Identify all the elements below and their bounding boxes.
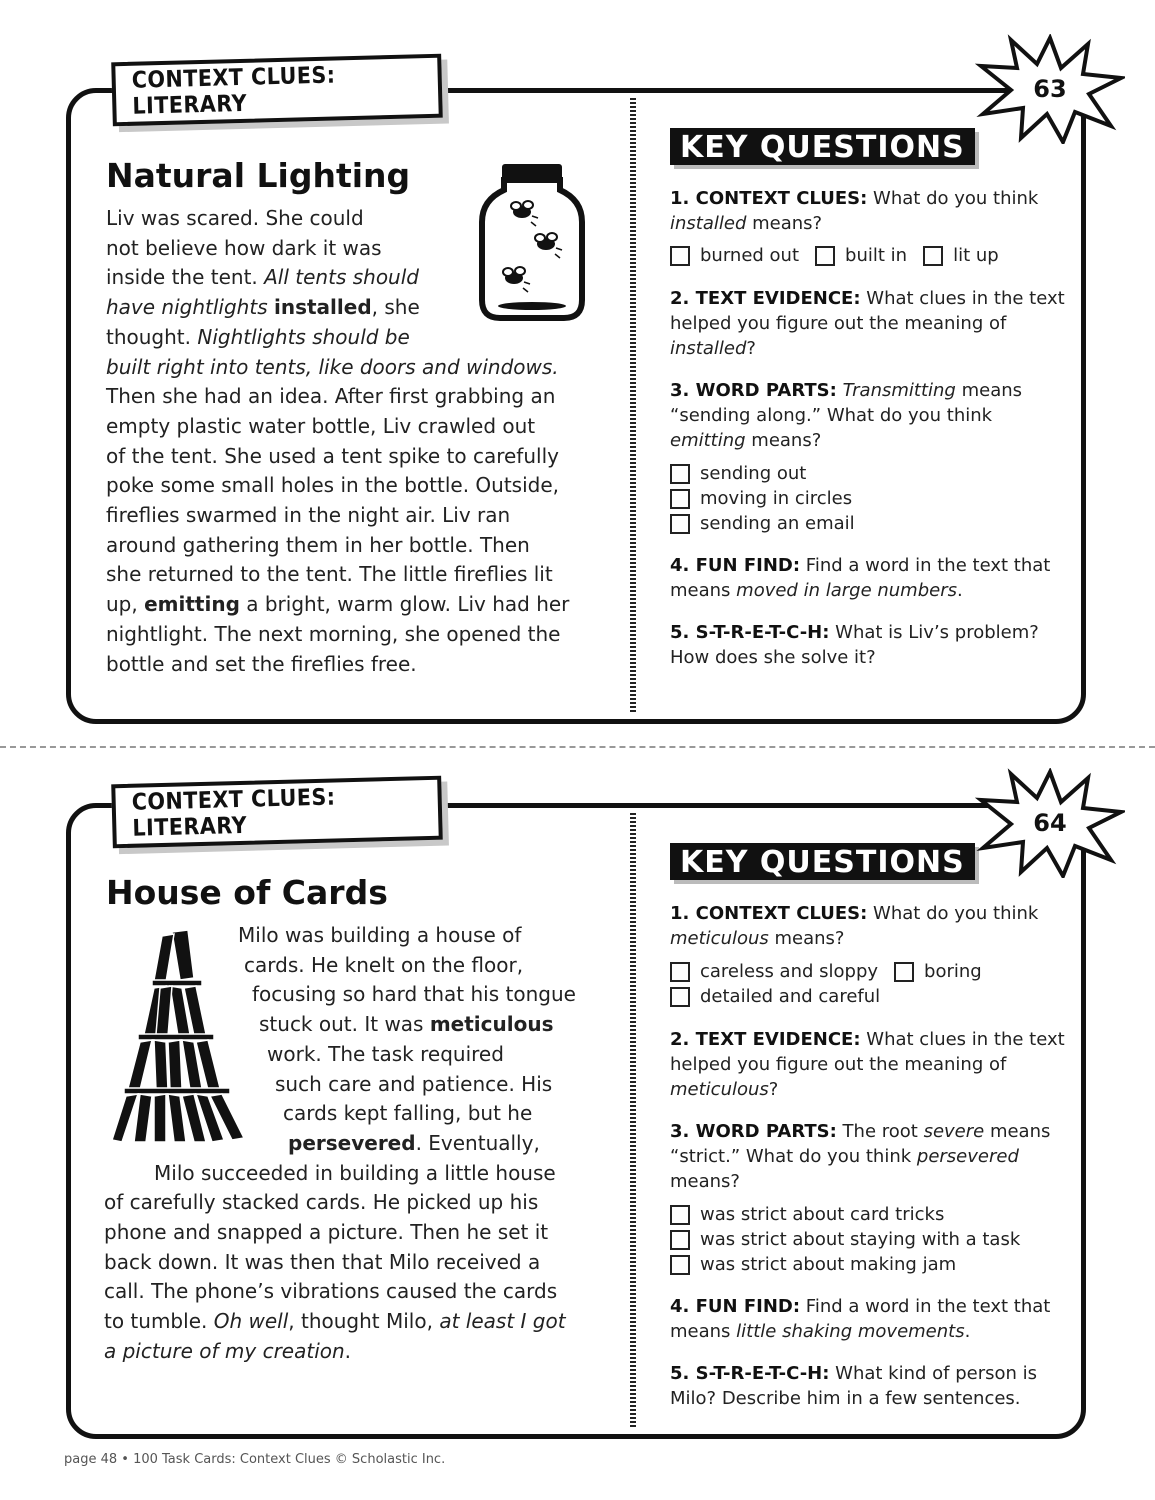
story-line	[104, 1129, 576, 1159]
text-run: persevered	[288, 1130, 416, 1155]
text-run: focusing so hard that his tongue	[252, 982, 576, 1007]
text-run: , thought Milo,	[288, 1309, 440, 1334]
checkbox-icon[interactable]	[670, 514, 690, 534]
text-run: means?	[746, 213, 823, 234]
text-run: Then she had an idea. After first grabbing an	[106, 384, 556, 409]
answer-option-label: boring	[924, 961, 982, 982]
story-line	[104, 951, 576, 981]
card-number-badge	[975, 34, 1125, 144]
text-run: means?	[768, 928, 845, 949]
answer-option[interactable]	[670, 1202, 1020, 1227]
question-1-options	[670, 959, 998, 1009]
question-5	[670, 620, 1070, 670]
text-run: Liv was scared. She could	[106, 206, 364, 230]
text-run: , she	[371, 295, 420, 320]
answer-option-label: lit up	[953, 245, 999, 266]
text-run: back down. It was then that Milo received a	[104, 1249, 541, 1274]
text-run: 2. TEXT EVIDENCE:	[670, 288, 861, 309]
text-run: Find a word in the text that means	[670, 555, 1051, 601]
text-run: means “strict.” What do you think	[670, 1121, 1051, 1167]
checkbox-icon[interactable]	[670, 246, 690, 266]
story-line	[106, 590, 569, 620]
text-run: .	[964, 1321, 971, 1342]
category-label: CONTEXT CLUES: LITERARY	[111, 776, 443, 849]
question-3-options	[670, 1202, 1020, 1277]
story-line	[104, 1337, 576, 1367]
answer-option-label: moving in circles	[700, 488, 853, 509]
column-divider	[630, 98, 636, 712]
story-title: Natural Lighting	[106, 156, 411, 195]
text-run: a bright, warm glow. Liv had her	[239, 592, 570, 617]
text-run: to tumble.	[104, 1309, 214, 1334]
text-run: .	[957, 580, 963, 601]
key-questions-heading: KEY QUESTIONS	[670, 843, 975, 880]
text-run: 3. WORD PARTS:	[670, 1121, 837, 1142]
answer-option[interactable]	[815, 243, 907, 268]
text-run: built right into tents, like doors and windows.	[106, 354, 559, 379]
text-run: severe	[923, 1121, 985, 1142]
text-run: of carefully stacked cards. He picked up his	[104, 1190, 539, 1215]
question-4	[670, 553, 1070, 603]
story-line	[106, 471, 569, 501]
checkbox-icon[interactable]	[923, 246, 943, 266]
text-run: bottle and set the fireflies free.	[106, 651, 417, 676]
column-divider	[630, 813, 636, 1427]
story-line	[106, 293, 569, 323]
text-run: call. The phone’s vibrations caused the cards	[104, 1279, 558, 1304]
answer-option-label: burned out	[700, 245, 800, 266]
story-line	[106, 382, 569, 412]
text-run: at least I got	[439, 1309, 566, 1334]
text-run: 4. FUN FIND:	[670, 1296, 801, 1317]
question-3-options	[670, 461, 855, 536]
checkbox-icon[interactable]	[670, 464, 690, 484]
story-title: House of Cards	[106, 873, 388, 912]
text-run: meticulous	[670, 928, 769, 949]
text-run: What do you think	[867, 188, 1039, 209]
story-line	[104, 1070, 576, 1100]
story-line	[104, 1218, 576, 1248]
story-line	[106, 442, 569, 472]
question-5	[670, 1361, 1070, 1411]
checkbox-icon[interactable]	[670, 489, 690, 509]
text-run: means?	[745, 430, 822, 451]
checkbox-icon[interactable]	[815, 246, 835, 266]
checkbox-icon[interactable]	[670, 962, 690, 982]
question-2	[670, 286, 1070, 361]
story-line	[106, 620, 569, 650]
text-run: Milo was building a house of	[238, 923, 522, 947]
key-questions-heading: KEY QUESTIONS	[670, 128, 975, 165]
text-run: thought.	[106, 324, 198, 349]
text-run: work. The task required	[267, 1041, 504, 1066]
checkbox-icon[interactable]	[670, 987, 690, 1007]
answer-option-label: careless and sloppy	[700, 961, 879, 982]
checkbox-icon[interactable]	[894, 962, 914, 982]
text-run: 1. CONTEXT CLUES:	[670, 903, 868, 924]
answer-option-label: was strict about staying with a task	[700, 1229, 1021, 1250]
story-line	[106, 412, 569, 442]
text-run: poke some small holes in the bottle. Outside,	[106, 473, 559, 498]
question-1-options	[670, 243, 1015, 268]
answer-option[interactable]	[670, 959, 878, 984]
question-4	[670, 1294, 1070, 1344]
text-run: meticulous	[429, 1012, 554, 1037]
story-line	[106, 353, 569, 383]
answer-option-label: built in	[845, 245, 908, 266]
answer-option[interactable]	[670, 1252, 1020, 1277]
text-run: fireflies swarmed in the night air. Liv ran	[106, 503, 511, 528]
answer-option-label: was strict about making jam	[700, 1254, 957, 1275]
question-3	[670, 378, 1070, 453]
cut-line	[0, 746, 1155, 748]
checkbox-icon[interactable]	[670, 1255, 690, 1275]
question-3	[670, 1119, 1070, 1194]
text-run: up,	[106, 592, 145, 617]
text-run: installed	[273, 295, 372, 320]
story-line	[104, 980, 576, 1010]
story-line	[106, 234, 569, 264]
story-line	[106, 650, 569, 680]
text-run: meticulous	[670, 1079, 769, 1100]
story-line	[104, 1277, 576, 1307]
category-label: CONTEXT CLUES: LITERARY	[111, 54, 443, 127]
story-line	[104, 1188, 576, 1218]
story-line	[104, 1010, 576, 1040]
text-run: 3. WORD PARTS:	[670, 380, 837, 401]
answer-option[interactable]	[670, 511, 855, 536]
text-run: she returned to the tent. The little fireflies lit	[106, 562, 553, 587]
text-run: around gathering them in her bottle. Then	[106, 532, 530, 557]
story-line	[106, 263, 569, 293]
answer-option-label: sending out	[700, 463, 807, 484]
question-2	[670, 1027, 1070, 1102]
answer-option[interactable]	[894, 959, 982, 984]
text-run: 2. TEXT EVIDENCE:	[670, 1029, 861, 1050]
text-run: cards. He knelt on the floor,	[244, 952, 524, 977]
text-run: 4. FUN FIND:	[670, 555, 801, 576]
text-run: 5. S-T-R-E-T-C-H:	[670, 622, 830, 643]
text-run: means?	[670, 1171, 740, 1192]
text-run: . Eventually,	[415, 1130, 540, 1155]
text-run: All tents should	[264, 265, 419, 290]
text-run: of the tent. She used a tent spike to carefully	[106, 443, 559, 468]
text-run: Nightlights should be	[197, 324, 410, 349]
text-run: have nightlights	[106, 295, 274, 320]
text-run: 5. S-T-R-E-T-C-H:	[670, 1363, 830, 1384]
text-run: Transmitting	[842, 380, 956, 401]
text-run: inside the tent.	[106, 265, 265, 290]
text-run: ?	[768, 1079, 779, 1100]
text-run: The root	[836, 1121, 924, 1142]
text-run: installed	[670, 338, 747, 359]
story-line	[106, 560, 569, 590]
text-run: installed	[670, 213, 747, 234]
story-text	[106, 204, 569, 679]
answer-option[interactable]	[670, 1227, 1020, 1252]
answer-option[interactable]	[670, 461, 855, 486]
text-run: little shaking movements	[736, 1321, 965, 1342]
text-run: empty plastic water bottle, Liv crawled out	[106, 413, 536, 438]
text-run: .	[344, 1338, 352, 1363]
text-run: stuck out. It was	[259, 1012, 430, 1037]
text-run: What kind of person is Milo? Describe him in a few sentences.	[670, 1363, 1038, 1409]
answer-option[interactable]	[670, 984, 998, 1009]
page-footer: page 48 • 100 Task Cards: Context Clues © Scholastic Inc.	[64, 1452, 446, 1467]
checkbox-icon[interactable]	[670, 1205, 690, 1225]
answer-option-label: sending an email	[700, 513, 855, 534]
card-number-badge	[975, 768, 1125, 878]
text-run: Oh well	[213, 1309, 289, 1334]
story-line	[106, 531, 569, 561]
story-line	[104, 1248, 576, 1278]
story-line	[106, 204, 569, 234]
text-run: persevered	[916, 1146, 1019, 1167]
text-run: What clues in the text helped you figure out the meaning of	[670, 1029, 1065, 1075]
text-run: not believe how dark it was	[106, 235, 382, 260]
text-run: a picture of my creation	[104, 1338, 345, 1363]
card-number: 64	[1033, 809, 1067, 837]
text-run: emitting	[670, 430, 746, 451]
answer-option-label: detailed and careful	[700, 986, 881, 1007]
story-text	[104, 921, 576, 1367]
story-line	[104, 1099, 576, 1129]
text-run: 1. CONTEXT CLUES:	[670, 188, 868, 209]
story-line	[106, 501, 569, 531]
text-run: moved in large numbers	[736, 580, 957, 601]
question-1	[670, 901, 1070, 951]
story-line	[104, 921, 576, 951]
answer-option-label: was strict about card tricks	[700, 1204, 945, 1225]
text-run: What is Liv’s problem? How does she solve it?	[670, 622, 1039, 668]
answer-option[interactable]	[670, 243, 799, 268]
answer-option[interactable]	[670, 486, 855, 511]
text-run: phone and snapped a picture. Then he set it	[104, 1220, 549, 1245]
story-line	[104, 1040, 576, 1070]
text-run: Milo succeeded in building a little house	[154, 1160, 556, 1185]
question-1	[670, 186, 1070, 236]
text-run: nightlight. The next morning, she opened the	[106, 621, 561, 646]
answer-option[interactable]	[923, 243, 999, 268]
story-line	[106, 323, 569, 353]
checkbox-icon[interactable]	[670, 1230, 690, 1250]
text-run: cards kept falling, but he	[283, 1101, 533, 1126]
story-line	[104, 1307, 576, 1337]
text-run: such care and patience. His	[275, 1071, 553, 1096]
text-run: emitting	[144, 592, 240, 617]
story-line	[104, 1159, 576, 1189]
text-run: ?	[746, 338, 756, 359]
text-run: What do you think	[867, 903, 1039, 924]
text-run: Find a word in the text that means	[670, 1296, 1051, 1342]
card-number: 63	[1033, 75, 1067, 103]
text-run: What clues in the text helped you figure out the meaning of	[670, 288, 1065, 334]
text-run: means “sending along.” What do you think	[670, 380, 1023, 426]
